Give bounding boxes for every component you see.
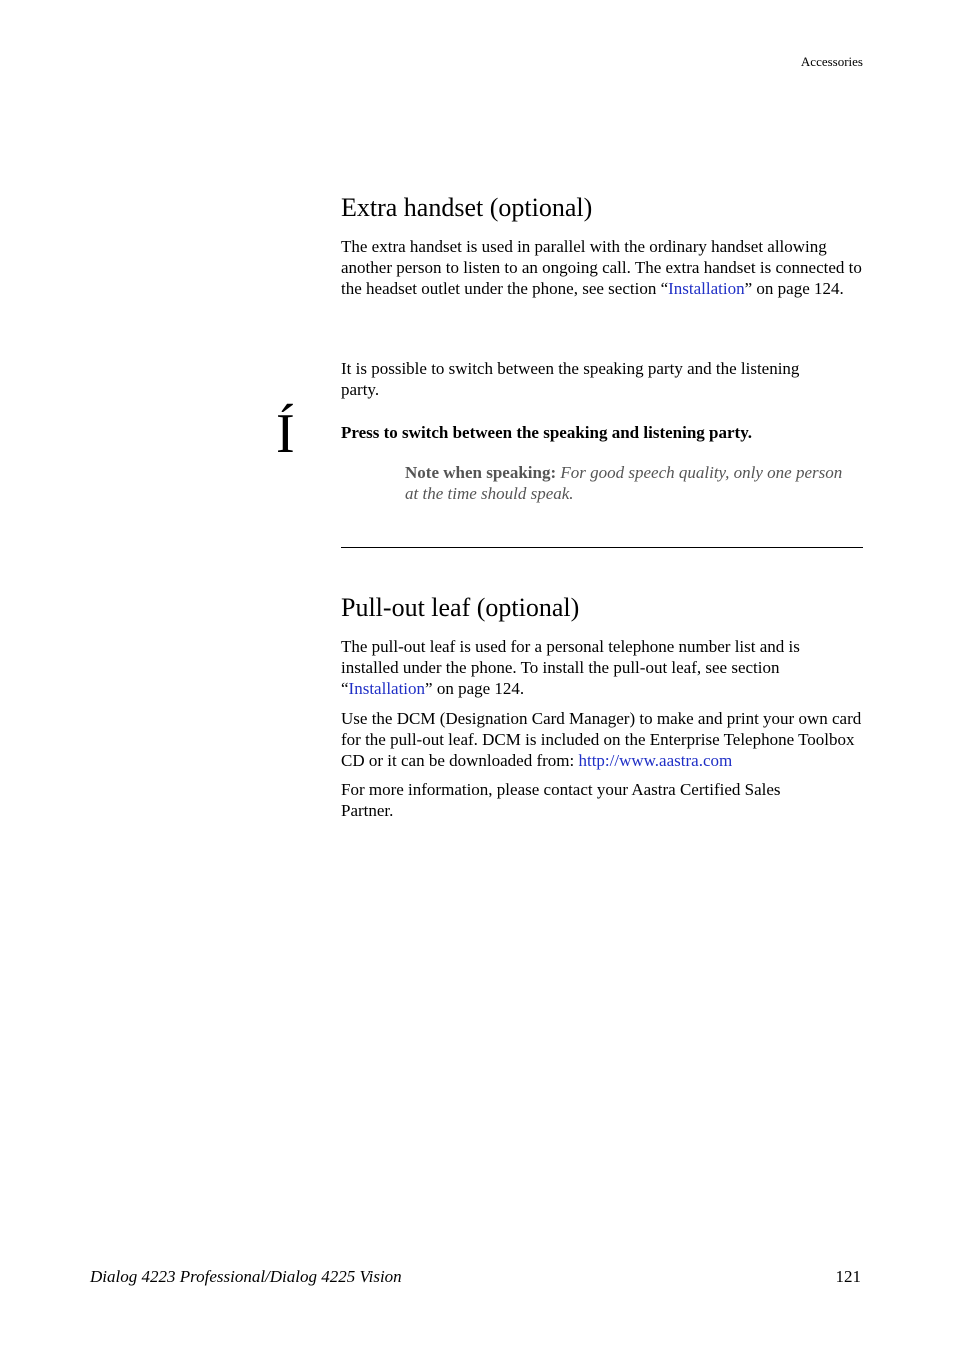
pull-out-leaf-paragraph-1	[341, 637, 846, 699]
paragraph-text: The pull-out leaf is used for a personal telephone number list and is installed under the phone. To install the pull-out leaf, see section	[341, 637, 800, 677]
switch-key-icon: Í	[276, 403, 295, 465]
footer-document-title: Dialog 4223 Professional/Dialog 4225 Vision	[90, 1267, 402, 1286]
pull-out-leaf-paragraph-2	[341, 709, 866, 771]
installation-link[interactable]: Installation	[668, 278, 745, 298]
extra-handset-paragraph-1	[341, 237, 866, 299]
page-reference: ” on page 124.	[425, 678, 525, 698]
extra-handset-paragraph-2: It is possible to switch between the speaking party and the listening party.	[341, 359, 800, 399]
note-text: For good speech quality, only one person at the time should speak.	[405, 463, 843, 503]
open-quote: “	[660, 278, 669, 298]
section-title-extra-handset: Extra handset (optional)	[341, 193, 593, 222]
section-title-pull-out-leaf: Pull-out leaf (optional)	[341, 593, 580, 622]
paragraph-text: The extra handset is used in parallel with the ordinary handset allowing another person to listen to an ongoing call. The extra handset is connected to the headset outlet under the phone, see section	[341, 237, 862, 298]
section-divider	[341, 547, 863, 548]
paragraph-text: Use the DCM (Designation Card Manager) to make and print your own card for the pull-out leaf. DCM is included on the Enterprise Telephone Toolbox CD or it can be downloaded from:	[341, 709, 862, 770]
page-reference: ” on page 124.	[744, 278, 844, 298]
speaking-note	[405, 463, 845, 504]
note-label: Note when speaking:	[405, 463, 557, 482]
aastra-website-link[interactable]: http://www.aastra.com	[578, 750, 733, 770]
switch-instruction: Press to switch between the speaking and listening party.	[341, 423, 753, 442]
running-header: Accessories	[800, 54, 863, 69]
page-number: 121	[835, 1267, 861, 1286]
pull-out-leaf-paragraph-3: For more information, please contact your Aastra Certified Sales Partner.	[341, 780, 781, 820]
installation-link[interactable]: Installation	[348, 678, 426, 698]
open-quote: “	[341, 678, 349, 698]
